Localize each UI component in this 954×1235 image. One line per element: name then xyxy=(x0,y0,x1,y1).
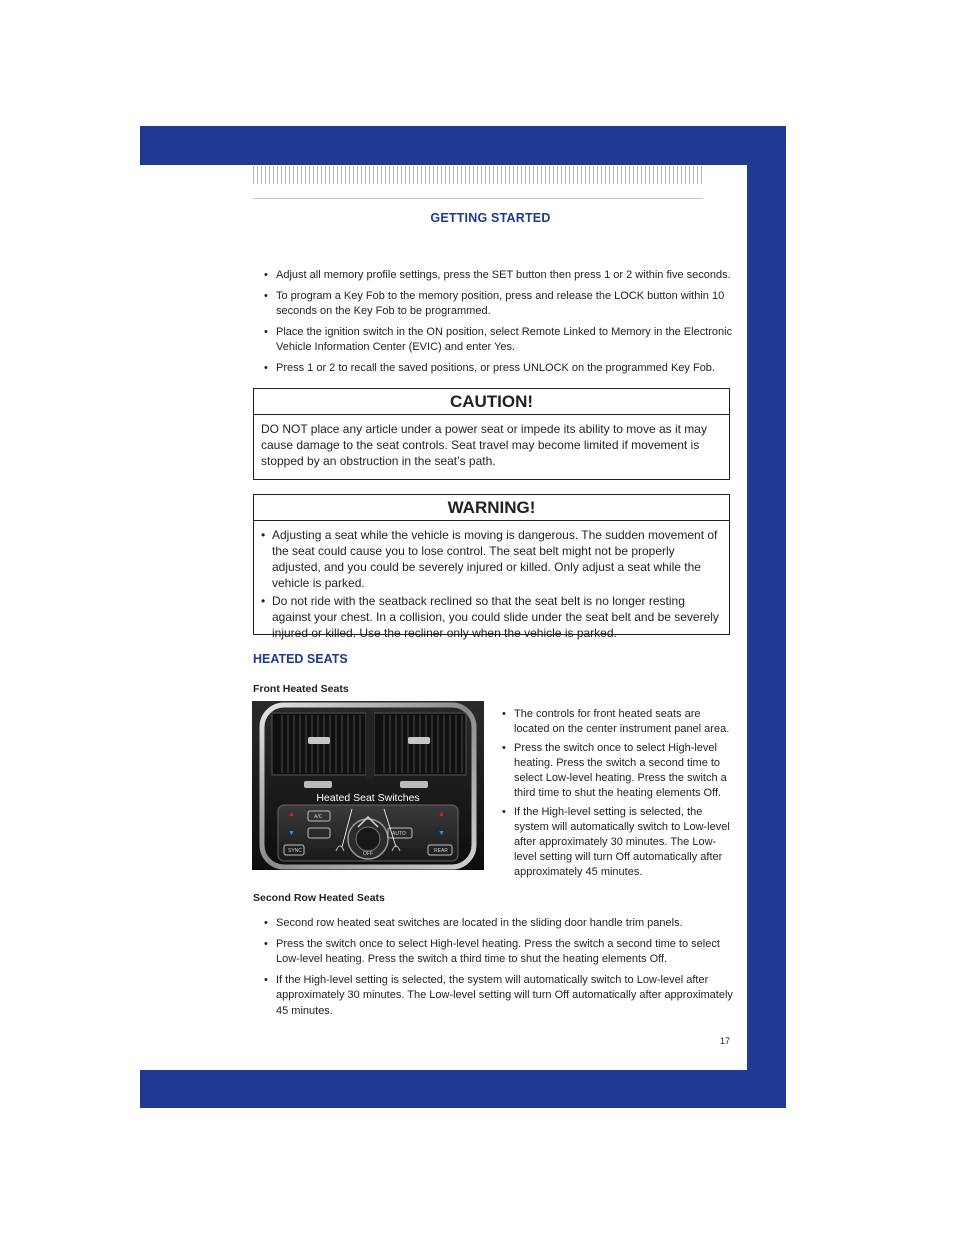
memory-bullet-list xyxy=(264,268,734,381)
off-button-label: OFF xyxy=(363,851,373,857)
second-row-bullet-list xyxy=(264,916,734,1024)
header-tick-rule xyxy=(253,166,703,184)
sync-button-label: SYNC xyxy=(288,848,302,854)
temp-up-icon: ▲ xyxy=(288,811,295,818)
page-number: 17 xyxy=(719,1036,730,1046)
list-item: • Adjust all memory profile settings, press the SET button then press 1 or 2 within five seconds. xyxy=(264,268,734,284)
header-divider xyxy=(253,198,703,199)
temp-down-icon: ▼ xyxy=(288,830,295,837)
heated-seat-switches-photo xyxy=(252,701,484,870)
list-item: • Do not ride with the seatback reclined so that the seat belt is no longer resting against your chest. In a collision, you could slide under the seat belt and be severely injured or killed. Use the recliner only when the vehicle is parked. xyxy=(261,593,721,641)
page-frame-top-bar xyxy=(140,126,786,165)
list-item: • The controls for front heated seats are located on the center instrument panel area. xyxy=(502,707,730,737)
list-item: • Press 1 or 2 to recall the saved positions, or press UNLOCK on the programmed Key Fob. xyxy=(264,361,734,377)
section-title: GETTING STARTED xyxy=(430,211,551,225)
warning-title: WARNING! xyxy=(254,495,729,521)
ac-button-label: A/C xyxy=(314,814,323,820)
list-item: • Press the switch once to select High-level heating. Press the switch a second time to select Low-level heating. Press the switch a third time to shut the heating elements Off. xyxy=(264,937,734,968)
rear-button-label: REAR xyxy=(434,848,448,854)
temp-up-icon: ▲ xyxy=(438,811,445,818)
auto-button-label: AUTO xyxy=(392,831,406,837)
list-item: • If the High-level setting is selected, the system will automatically switch to Low-level after approximately 30 minutes. The Low-level setting will turn Off automatically after approximately 45 minutes. xyxy=(264,973,734,1020)
warning-box xyxy=(253,494,730,640)
caution-text: DO NOT place any article under a power seat or impede its ability to move as it may cause damage to the seat controls. Seat travel may become limited if movement is stopped by an obstruction in the seat’s path. xyxy=(261,422,707,468)
second-row-heated-seats-subheading: Second Row Heated Seats xyxy=(253,892,385,904)
page-frame-bottom-bar xyxy=(140,1070,786,1108)
list-item: • Place the ignition switch in the ON position, select Remote Linked to Memory in the Electronic Vehicle Information Center (EVIC) and enter Yes. xyxy=(264,325,734,356)
list-item: • If the High-level setting is selected, the system will automatically switch to Low-level after approximately 30 minutes. The Low-level setting will turn Off automatically after approximately 45 minutes. xyxy=(502,805,730,880)
list-item: • Press the switch once to select High-level heating. Press the switch a second time to select Low-level heating. Press the switch a third time to shut the heating elements Off. xyxy=(502,741,730,801)
climate-panel-illustration xyxy=(252,701,484,870)
heated-seats-heading: HEATED SEATS xyxy=(253,652,348,666)
photo-caption: Heated Seat Switches xyxy=(316,792,420,804)
page-frame-right-bar xyxy=(747,126,786,1108)
list-item: • To program a Key Fob to the memory position, press and release the LOCK button within 10 seconds on the Key Fob to be programmed. xyxy=(264,289,734,320)
list-item: • Second row heated seat switches are located in the sliding door handle trim panels. xyxy=(264,916,734,932)
caution-box xyxy=(253,388,730,480)
front-heated-bullet-list xyxy=(502,707,730,884)
caution-title: CAUTION! xyxy=(254,389,729,415)
list-item: • Adjusting a seat while the vehicle is moving is dangerous. The sudden movement of the seat could cause you to lose control. The seat belt might not be properly adjusted, and you could be severely injured or killed. Only adjust a seat while the vehicle is parked. xyxy=(261,527,721,591)
temp-down-icon: ▼ xyxy=(438,830,445,837)
warning-list xyxy=(254,521,729,641)
front-heated-seats-subheading: Front Heated Seats xyxy=(253,683,349,695)
